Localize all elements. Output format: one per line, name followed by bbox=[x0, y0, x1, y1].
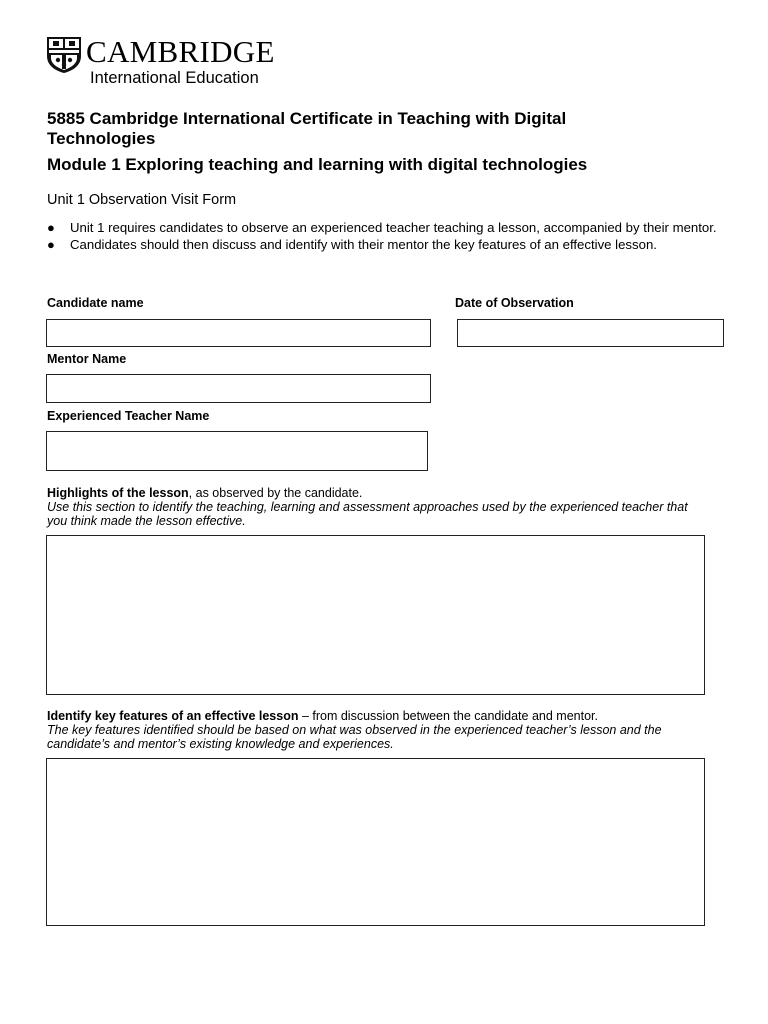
key-features-instruction: The key features identified should be based on what was observed in the experienced teacher’s lesson and the candidate’s and mentor’s existing knowledge and experiences. bbox=[47, 723, 662, 751]
mentor-name-field[interactable] bbox=[46, 374, 431, 403]
list-item-text: Unit 1 requires candidates to observe an experienced teacher teaching a lesson, accompanied by their mentor. bbox=[70, 220, 717, 235]
key-features-heading bbox=[47, 709, 727, 723]
experienced-teacher-name-field[interactable] bbox=[46, 431, 428, 471]
key-features-heading-rest: – from discussion between the candidate and mentor. bbox=[298, 709, 598, 723]
candidate-name-field[interactable] bbox=[46, 319, 431, 347]
date-of-observation-label: Date of Observation bbox=[455, 296, 574, 310]
highlights-textarea[interactable] bbox=[46, 535, 705, 695]
module-title: Module 1 Exploring teaching and learning with digital technologies bbox=[47, 155, 588, 174]
list-item-text: Candidates should then discuss and identify with their mentor the key features of an effective lesson. bbox=[70, 237, 657, 252]
mentor-name-label: Mentor Name bbox=[47, 352, 127, 366]
experienced-teacher-name-label: Experienced Teacher Name bbox=[47, 409, 210, 423]
document-title: 5885 Cambridge International Certificate in Teaching with Digital Technologies bbox=[47, 109, 567, 148]
list-item bbox=[47, 236, 717, 253]
bullet-icon: ● bbox=[47, 220, 55, 235]
highlights-heading-bold: Highlights of the lesson bbox=[47, 486, 189, 500]
key-features-textarea[interactable] bbox=[46, 758, 705, 926]
cambridge-logo bbox=[46, 36, 286, 92]
brand-name: CAMBRIDGE bbox=[86, 34, 275, 69]
candidate-name-label: Candidate name bbox=[47, 296, 144, 310]
highlights-heading bbox=[47, 486, 727, 500]
cambridge-shield-icon bbox=[46, 36, 82, 74]
highlights-heading-rest: , as observed by the candidate. bbox=[188, 486, 363, 500]
brand-subtitle: International Education bbox=[90, 69, 259, 87]
instructions-list bbox=[47, 219, 717, 253]
list-item bbox=[47, 219, 717, 236]
highlights-instruction: Use this section to identify the teaching, learning and assessment approaches used by the experienced teacher that you think made the lesson effective. bbox=[47, 500, 688, 528]
key-features-heading-bold: Identify key features of an effective lesson bbox=[47, 709, 299, 723]
bullet-icon: ● bbox=[47, 237, 55, 252]
date-of-observation-field[interactable] bbox=[457, 319, 724, 347]
form-title: Unit 1 Observation Visit Form bbox=[47, 192, 237, 208]
